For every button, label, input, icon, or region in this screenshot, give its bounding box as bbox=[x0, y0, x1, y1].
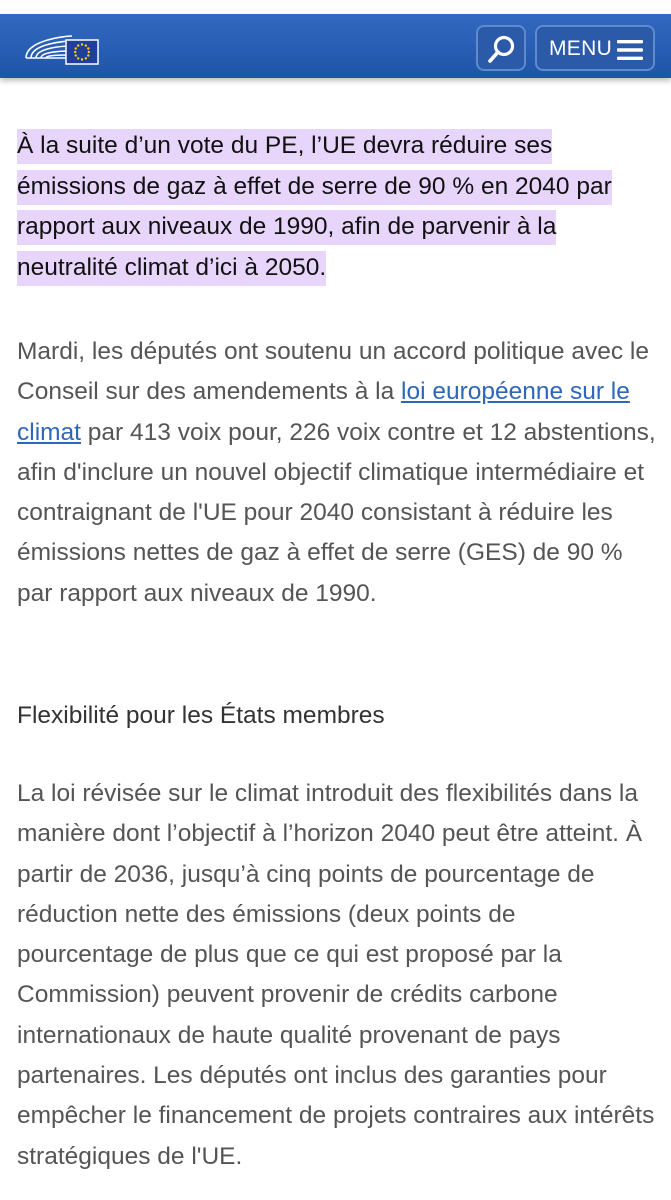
section-heading: Flexibilité pour les États membres bbox=[17, 702, 385, 729]
article-paragraph-2: La loi révisée sur le climat introduit des flexibilités dans la manière dont l’objectif à l’horizon 2040 peut être atteint. À partir de 2036, jusqu’à cinq points de pourcentage de réduction nette des émissions (deux points de pourcentage de plus que ce qui est proposé par la Commission) peuvent provenir de crédits carbone internationaux de haute qualité provenant de pays partenaires. Les députés ont inclus des garanties pour empêcher le financement de projets contraires aux intérêts stratégiques de l'UE. bbox=[17, 780, 655, 1170]
site-header bbox=[0, 14, 671, 78]
search-button[interactable] bbox=[476, 25, 526, 71]
previous-chrome-strip bbox=[0, 0, 671, 14]
menu-label: MENU bbox=[549, 37, 613, 60]
menu-button[interactable] bbox=[535, 25, 655, 71]
hamburger-icon bbox=[617, 40, 643, 60]
article-paragraph-1 bbox=[17, 332, 657, 614]
lead-highlight: À la suite d’un vote du PE, l’UE devra réduire ses émissions de gaz à effet de serre de 90 % en 2040 par rapport aux niveaux de 1990, afin de parvenir à la neutralité climat d’ici à 2050. bbox=[17, 129, 612, 286]
european-parliament-logo[interactable] bbox=[22, 28, 100, 70]
article-body bbox=[17, 126, 657, 1170]
p1-text-before-link: Mardi, les députés ont soutenu un accord politique avec le Conseil sur des amendements à la bbox=[17, 338, 649, 406]
search-icon bbox=[487, 34, 517, 64]
p1-text-after-link: par 413 voix pour, 226 voix contre et 12 abstentions, afin d'inclure un nouvel objectif climatique intermédiaire et contraignant de l'UE pour 2040 consistant à réduire les émissions nettes de gaz à effet de serre (GES) de 90 % par rapport aux niveaux de 1990. bbox=[17, 418, 656, 607]
parliament-hemicycle-icon bbox=[22, 28, 100, 70]
article-lead bbox=[17, 126, 657, 288]
climate-law-link[interactable]: loi européenne sur le climat bbox=[17, 378, 630, 446]
